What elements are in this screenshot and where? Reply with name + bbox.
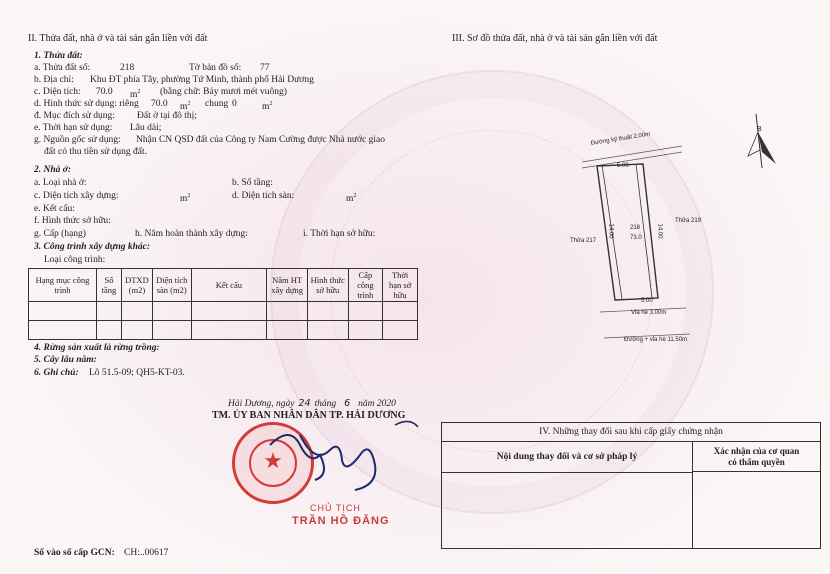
north-label: B	[757, 126, 762, 133]
purpose-value: Đất ở tại đô thị;	[137, 111, 197, 121]
right-neighbor: Thửa 219	[675, 218, 702, 224]
sidewalk-label: Vỉa hè 3.00m	[631, 310, 667, 316]
issuing-authority: TM. ỦY BAN NHÂN DÂN TP. HẢI DƯƠNG	[212, 410, 406, 421]
note-title: 6. Ghi chú:	[34, 368, 79, 378]
construction-table	[28, 268, 418, 340]
col-build-area: DTXD (m2)	[121, 269, 152, 302]
table-header-row	[29, 269, 418, 302]
ownership-form-label: f. Hình thức sở hữu:	[34, 216, 111, 226]
col-term: Thời hạn sở hữu	[383, 269, 418, 302]
col-year: Năm HT xây dựng	[267, 269, 308, 302]
parcel-diagram-number: 218	[630, 225, 641, 231]
floors-label: b. Số tầng:	[232, 178, 273, 188]
shared-label: chung	[205, 99, 229, 109]
floor-area-unit: $m^2$	[346, 193, 357, 205]
parcel-number: 218	[120, 63, 135, 73]
usage-form-label: d. Hình thức sử dụng: riêng	[34, 99, 139, 109]
sign-date: Hải Dương, ngày 24 tháng 6 năm 2020	[228, 398, 396, 409]
private-unit: $m^2$	[180, 101, 191, 113]
register-label: Số vào sổ cấp GCN:	[34, 548, 115, 558]
col-ownership: Hình thức sở hữu	[307, 269, 348, 302]
grade-label: g. Cấp (hạng)	[34, 229, 86, 239]
right-length: 14.00	[656, 223, 663, 239]
origin-line-1: Nhận CN QSD đất của Công ty Nam Cường được Nhà nước giao	[136, 135, 385, 145]
term-label: e. Thời hạn sử dụng:	[34, 123, 113, 133]
chairman-signature	[260, 415, 420, 495]
col-floor-area: Diện tích sàn (m2)	[152, 269, 191, 302]
map-sheet-number: 77	[260, 63, 270, 73]
land-parcel-title: 1. Thửa đất:	[34, 51, 83, 61]
private-area: 70.0	[151, 99, 168, 109]
house-type-label: a. Loại nhà ở:	[34, 178, 87, 188]
note-value: Lô 51.5-09; QH5-KT-03.	[89, 368, 185, 378]
origin-label: g. Nguồn gốc sử dụng:	[34, 135, 121, 145]
top-length: 5.00	[617, 163, 629, 169]
origin-line-2: đất có thu tiền sử dụng đất.	[44, 147, 148, 157]
forest-title: 4. Rừng sản xuất là rừng trồng:	[34, 343, 160, 353]
structure-label: e. Kết cấu:	[34, 204, 75, 214]
address-label: b. Địa chỉ:	[34, 75, 74, 85]
area-unit: $m^2$	[130, 89, 141, 101]
col-structure: Kết cấu	[191, 269, 267, 302]
register-number: CH:..00617	[124, 548, 169, 558]
map-sheet-label: Tờ bản đồ số:	[189, 63, 242, 73]
perennial-title: 5. Cây lâu năm:	[34, 355, 97, 365]
left-neighbor: Thửa 217	[570, 238, 597, 244]
floor-area-label: d. Diện tích sàn:	[232, 191, 295, 201]
term-value: Lâu dài;	[130, 123, 162, 133]
table-row	[29, 321, 418, 340]
section-iii-heading: III. Sơ đồ thửa đất, nhà ở và tài sản gắn liền với đất	[452, 33, 658, 44]
main-road-label: Đường + vỉa hè 11.50m	[624, 337, 688, 343]
house-title: 2. Nhà ở:	[34, 165, 72, 175]
changes-table	[441, 422, 821, 549]
north-arrow-icon	[740, 112, 780, 172]
changes-confirmation-header: Xác nhận của cơ quan có thẩm quyền	[693, 442, 820, 472]
address-value: Khu ĐT phía Tây, phường Tứ Minh, thành phố Hải Dương	[90, 75, 314, 85]
ownership-term-label: i. Thời hạn sở hữu:	[303, 229, 376, 239]
work-type-label: Loại công trình:	[44, 255, 106, 265]
area-in-words: (bằng chữ: Bảy mươi mét vuông)	[160, 87, 287, 97]
build-area-unit: $m^2$	[180, 193, 191, 205]
parcel-diagram-area: 73.0	[630, 235, 642, 241]
signer-role: CHỦ TỊCH	[310, 503, 361, 513]
other-works-title: 3. Công trình xây dựng khác:	[34, 242, 151, 252]
area-value: 70.0	[96, 87, 113, 97]
official-red-stamp: ★	[232, 422, 314, 504]
col-floors: Số tầng	[97, 269, 122, 302]
col-grade: Cấp công trình	[348, 269, 383, 302]
col-item: Hạng mục công trình	[29, 269, 97, 302]
signer-name: TRẦN HỒ ĐĂNG	[292, 515, 390, 527]
shared-unit: $m^2$	[262, 101, 273, 113]
changes-title: IV. Những thay đổi sau khi cấp giấy chứng nhận	[442, 423, 820, 442]
parcel-number-label: a. Thửa đất số:	[34, 63, 91, 73]
table-row	[29, 302, 418, 321]
section-ii-heading: II. Thửa đất, nhà ở và tài sản gắn liền với đất	[28, 33, 208, 44]
bottom-length: 5.00	[641, 298, 653, 304]
purpose-label: đ. Mục đích sử dụng:	[34, 111, 115, 121]
build-area-label: c. Diện tích xây dựng:	[34, 191, 119, 201]
completion-year-label: h. Năm hoàn thành xây dựng:	[135, 229, 248, 239]
technical-road-label: Đường kỹ thuật 2,00m	[590, 131, 651, 147]
area-label: c. Diện tích:	[34, 87, 81, 97]
changes-content-header: Nội dung thay đổi và cơ sở pháp lý	[442, 442, 693, 473]
shared-area: 0	[232, 99, 237, 109]
left-length: 14.00	[607, 223, 614, 239]
